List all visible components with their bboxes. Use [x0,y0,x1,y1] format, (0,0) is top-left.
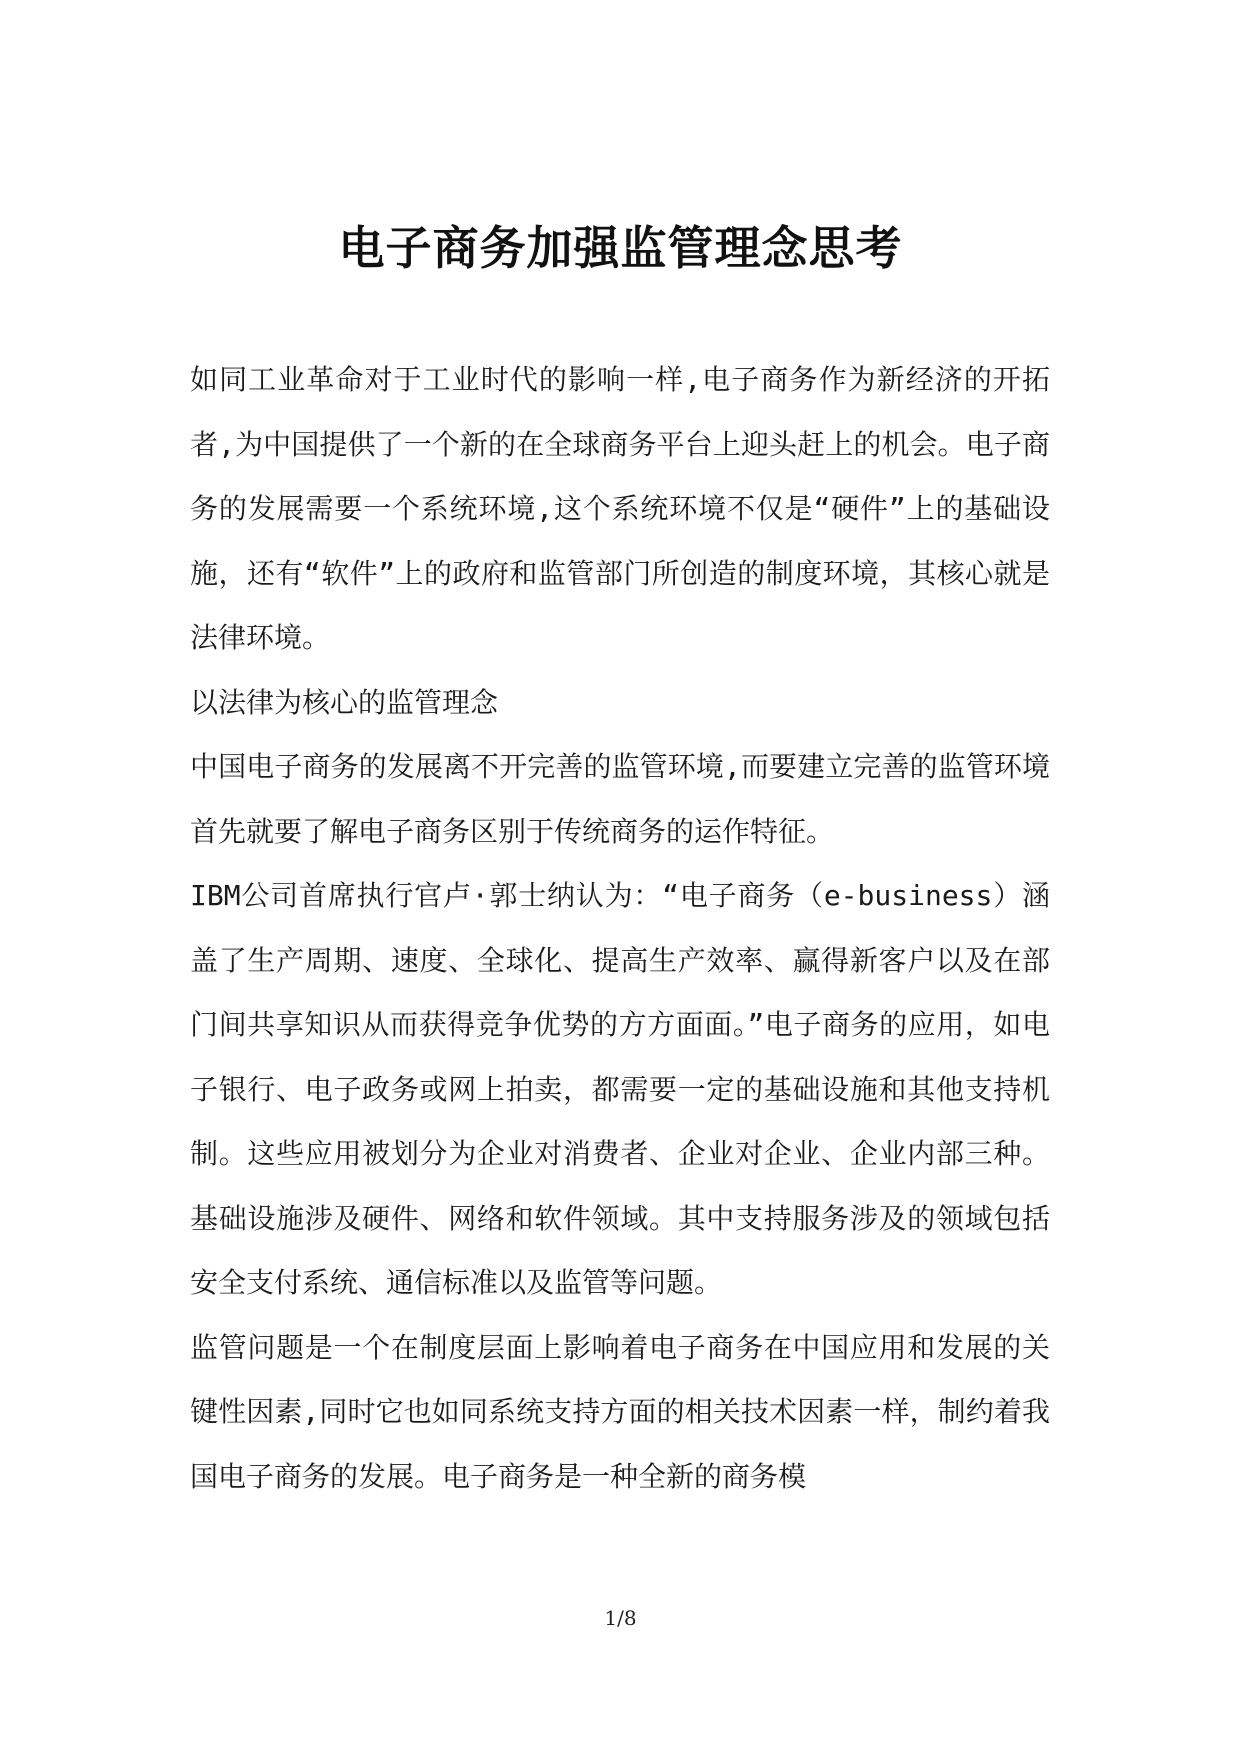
paragraph-regulation-issue: 监管问题是一个在制度层面上影响着电子商务在中国应用和发展的关键性因素,同时它也如同系统支持方面的相关技术因素一样，制约着我国电子商务的发展。电子商务是一种全新的商务模 [190,1330,1050,1493]
paragraph-intro: 如同工业革命对于工业时代的影响一样,电子商务作为新经济的开拓者,为中国提供了一个新的在全球商务平台上迎头赶上的机会。电子商务的发展需要一个系统环境,这个系统环境不仅是“硬件”上的基础设施，还有“软件”上的政府和监管部门所创造的制度环境，其核心就是法律环境。 [190,363,1050,654]
paragraph-regulation-environment: 中国电子商务的发展离不开完善的监管环境,而要建立完善的监管环境首先就要了解电子商务区别于传统商务的运作特征。 [190,750,1050,848]
section-heading: 以法律为核心的监管理念 [190,685,499,719]
page-number: 1/8 [604,1606,637,1630]
paragraph-ibm-quote: IBM公司首席执行官卢·郭士纳认为：“电子商务（e-business）涵盖了生产周期、速度、全球化、提高生产效率、赢得新客户以及在部门间共享知识从而获得竞争优势的方方面面。”电子商务的应用，如电子银行、电子政务或网上拍卖，都需要一定的基础设施和其他支持机制。这些应用被划分为企业对消费者、企业对企业、企业内部三种。基础设施涉及硬件、网络和软件领域。其中支持服务涉及的领域包括安全支付系统、通信标准以及监管等问题。 [190,879,1050,1299]
document-body [190,348,1050,1509]
document-title: 电子商务加强监管理念思考 [338,221,903,275]
